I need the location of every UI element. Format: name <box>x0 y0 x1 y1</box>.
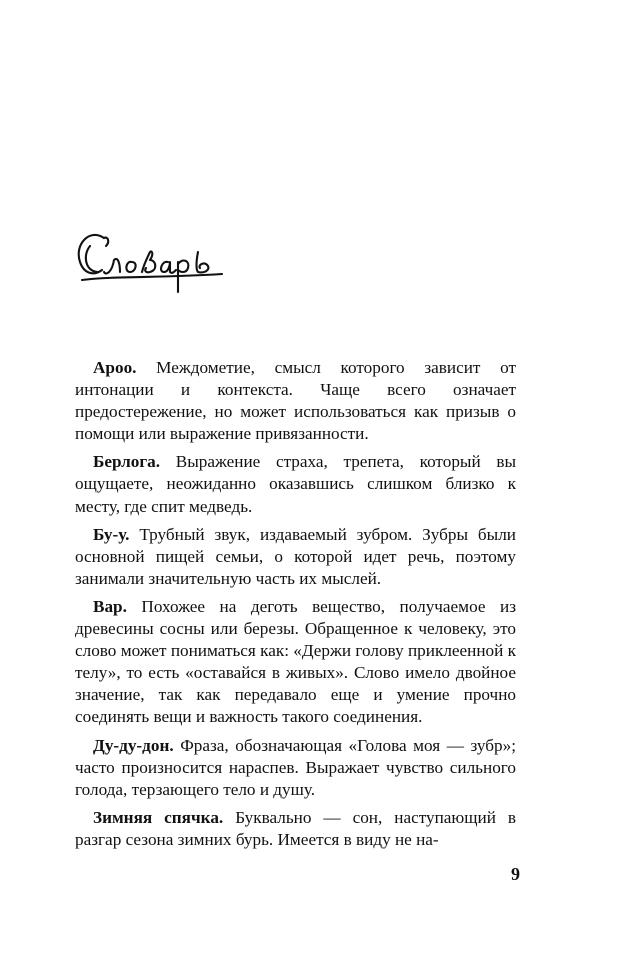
dictionary-heading <box>72 222 252 302</box>
entry-term: Бу-у. <box>93 524 130 544</box>
entry <box>75 357 516 445</box>
entry-term: Ду-ду-дон. <box>93 735 174 755</box>
entry-definition: Междометие, смысл которого зависит от интонации и контекста. Чаще всего означает предостережение, но может использоваться как призыв о помощи или выражение привязанности. <box>75 358 516 444</box>
page-number: 9 <box>511 864 520 884</box>
entry <box>75 735 516 801</box>
entry-term: Ароо. <box>93 358 137 377</box>
entry-definition: Выражение страха, трепета, который вы ощущаете, неожиданно оказавшись слишком близко к месту, где спит медведь. <box>75 452 516 516</box>
entry <box>75 807 516 851</box>
entry <box>75 524 516 590</box>
handwritten-title <box>72 222 252 302</box>
entry-definition: Фраза, обозначающая «Голова моя — зубр»; часто произносится нараспев. Выражает чувство сильного голода, терзающего тело и душу. <box>75 735 516 799</box>
entry-definition: Трубный звук, издаваемый зубром. Зубры были основной пищей семьи, о которой идет речь, поэтому занимали значительную часть их мыслей. <box>75 524 516 588</box>
entry-term: Зимняя спячка. <box>93 807 224 827</box>
entry-definition: Буквально — сон, наступающий в разгар сезона зимних бурь. Имеется в виду не на- <box>75 807 516 849</box>
entry <box>75 596 516 729</box>
entry-definition: Похожее на деготь вещество, получаемое из древесины сосны или березы. Обращенное к человеку, это слово может пониматься как: «Держи голову приклеенной к телу», то есть «оставайся в живых». Слово имело двойное значение, так как передавало еще и умение прочно соединять вещи и важность такого соединения. <box>75 596 516 727</box>
entry <box>75 451 516 517</box>
entry-term: Вар. <box>93 596 127 616</box>
entry-term: Берлога. <box>93 452 161 472</box>
dictionary-entries <box>75 357 516 857</box>
